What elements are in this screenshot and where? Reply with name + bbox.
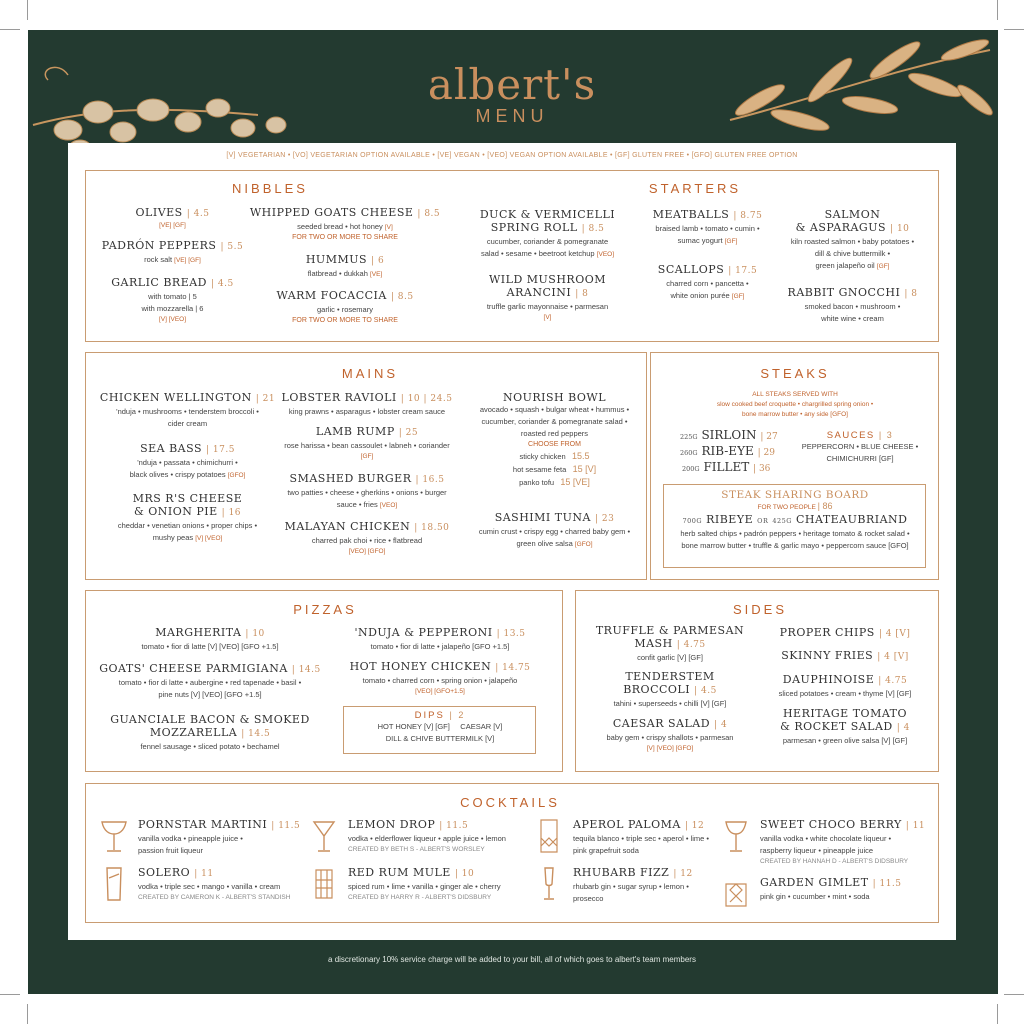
- crop-mark: [27, 1004, 28, 1024]
- brand-logo: albert's: [427, 60, 597, 109]
- menu-item: 'NDUJA & PEPPERONI | 13.5 tomato • fior di latte • jalapeño [GFO +1.5]: [354, 626, 526, 651]
- dips: DIPS | 2 HOT HONEY [V] [GF] CAESAR [V] DILL & CHIVE BUTTERMILK [V]: [377, 710, 503, 743]
- menu-item: SALMON & ASPARAGUS | 10 kiln roasted salmon • baby potatoes • dill & chive buttermilk • green jalapeño oil [GF]: [790, 208, 915, 270]
- steaks-intro: ALL STEAKS SERVED WITH slow cooked beef croquette • chargrilled spring onion • bone marrow butter • any side [GFO]: [716, 391, 874, 418]
- menu-item: NOURISH BOWL avocado • squash • bulgar wheat • hummus • cucumber, coriander & pomegranate salad • roasted red peppers CHOOSE FROM sticky chicken 15.5 hot sesame feta 15 [V] panko tofu 15 [VE]: [479, 391, 630, 487]
- menu-item: LAMB RUMP | 25 rose harissa • bean cassoulet • labneh • coriander [GF]: [284, 425, 450, 460]
- menu-item: HOT HONEY CHICKEN | 14.75 tomato • charred corn • spring onion • jalapeño [VEO] [GFO+1.5]: [349, 660, 531, 695]
- crop-mark: [0, 994, 20, 995]
- steaks-title: STEAKS: [760, 366, 830, 381]
- menu-item: CHICKEN WELLINGTON | 21 'nduja • mushrooms • tenderstem broccoli • cider cream: [99, 391, 276, 428]
- menu-item: WHIPPED GOATS CHEESE | 8.5 seeded bread • hot honey [V] FOR TWO OR MORE TO SHARE: [249, 206, 441, 241]
- menu-item: PADRÓN PEPPERS | 5.5 rock salt [VE] [GF]: [101, 239, 244, 264]
- sauces: SAUCES | 3 PEPPERCORN • BLUE CHEESE • CHIMICHURRI [GF]: [801, 430, 919, 463]
- menu-item: HERITAGE TOMATO & ROCKET SALAD | 4 parmesan • green olive salsa [V] [GF]: [780, 707, 910, 745]
- menu-item: WARM FOCACCIA | 8.5 garlic • rosemary FOR TWO OR MORE TO SHARE: [276, 289, 414, 324]
- crop-mark: [1004, 994, 1024, 995]
- starters-title: STARTERS: [648, 181, 742, 196]
- cocktail-item: RHUBARB FIZZ | 12 rhubarb gin • sugar syrup • lemon • prosecco: [535, 866, 735, 912]
- pizzas-title: PIZZAS: [293, 602, 357, 617]
- cocktail-item: GARDEN GIMLET | 11.5 pink gin • cucumber • mint • soda: [722, 876, 936, 912]
- crop-mark: [997, 0, 998, 20]
- cocktail-item: LEMON DROP | 11.5 vodka • elderflower liqueur • apple juice • lemon CREATED BY BETH S - ALBERT'S WORSLEY: [310, 818, 530, 864]
- flute-glass-icon: [535, 866, 563, 902]
- cocktail-item: SOLERO | 11 vodka • triple sec • mango • vanilla • cream CREATED BY CAMERON K - ALBERT'S STANDISH: [100, 866, 310, 912]
- rocks-glass-icon: [722, 876, 750, 912]
- sides-title: SIDES: [732, 602, 787, 617]
- menu-item: DAUPHINOISE | 4.75 sliced potatoes • cream • thyme [V] [GF]: [778, 673, 912, 698]
- nibbles-title: NIBBLES: [232, 181, 308, 196]
- tumbler-glass-icon: [535, 818, 563, 854]
- dietary-legend: [V] VEGETARIAN • [VO] VEGETARIAN OPTION AVAILABLE • [VE] VEGAN • [VEO] VEGAN OPTION AVAILABLE • [GF] GLUTEN FREE • [GFO] GLUTEN FREE OPTION: [226, 152, 798, 159]
- steak-cut: 260G RIB-EYE | 29: [680, 444, 775, 458]
- menu-item: PROPER CHIPS | 4 [V]: [779, 626, 911, 639]
- menu-item: SEA BASS | 17.5 'nduja • passata • chimichurri • black olives • crispy potatoes [GFO]: [129, 442, 246, 479]
- cocktails-title: COCKTAILS: [460, 795, 560, 810]
- menu-item: GUANCIALE BACON & SMOKED MOZZARELLA | 14.5 fennel sausage • sliced potato • bechamel: [110, 713, 310, 751]
- menu-item: WILD MUSHROOM ARANCINI | 8 truffle garlic mayonnaise • parmesan [V]: [486, 273, 609, 321]
- menu-item: SCALLOPS | 17.5 charred corn • pancetta • white onion purée [GF]: [657, 263, 758, 300]
- menu-item: MEATBALLS | 8.75 braised lamb • tomato • cumin • sumac yogurt [GF]: [652, 208, 763, 245]
- menu-item: MALAYAN CHICKEN | 18.50 charred pak choi • rice • flatbread [VEO] [GFO]: [284, 520, 450, 555]
- menu-item: DUCK & VERMICELLI SPRING ROLL | 8.5 cucumber, coriander & pomegranate salad • sesame • beetroot ketchup [VEO]: [479, 208, 616, 258]
- menu-item: CAESAR SALAD | 4 baby gem • crispy shallots • parmesan [V] [VEO] [GFO]: [606, 717, 734, 752]
- menu-item: SKINNY FRIES | 4 [V]: [781, 649, 909, 662]
- menu-item: LOBSTER RAVIOLI | 10 | 24.5 king prawns • asparagus • lobster cream sauce: [281, 391, 453, 416]
- menu-item: OLIVES | 4.5 [VE] [GF]: [135, 206, 210, 229]
- service-charge-note: a discretionary 10% service charge will be added to your bill, all of which goes to albert's team members: [328, 955, 696, 964]
- menu-item: SASHIMI TUNA | 23 cumin crust • crispy egg • charred baby gem • green olive salsa [GFO]: [478, 511, 631, 548]
- menu-item: GARLIC BREAD | 4.5 with tomato | 5 with mozzarella | 6 [V] [VEO]: [111, 276, 234, 323]
- crop-mark: [1004, 29, 1024, 30]
- cocktail-item: RED RUM MULE | 10 spiced rum • lime • vanilla • ginger ale • cherry CREATED BY HARRY R - ALBERT'S DIDSBURY: [310, 866, 530, 912]
- coupe-glass-icon: [722, 818, 750, 854]
- coupe-glass-icon: [100, 818, 128, 854]
- menu-item: HUMMUS | 6 flatbread • dukkah [VE]: [305, 253, 385, 278]
- mains-title: MAINS: [341, 366, 399, 381]
- menu-item: TENDERSTEM BROCCOLI | 4.5 tahini • superseeds • chilli [V] [GF]: [613, 670, 727, 708]
- mule-glass-icon: [310, 866, 338, 902]
- menu-item: RABBIT GNOCCHI | 8 smoked bacon • mushroom • white wine • cream: [787, 286, 918, 323]
- menu-item: MARGHERITA | 10 tomato • fior di latte [V] [VEO] [GFO +1.5]: [141, 626, 279, 651]
- cocktail-item: SWEET CHOCO BERRY | 11 vanilla vodka • white chocolate liqueur • raspberry liqueur • pineapple juice CREATED BY HANNAH D - ALBERT'S DIDSBURY: [722, 818, 936, 864]
- crop-mark: [997, 1004, 998, 1024]
- steak-sharing-board: STEAK SHARING BOARD FOR TWO PEOPLE | 86 700G RIBEYE OR 425G CHATEAUBRIAND herb salted chips • padrón peppers • heritage tomato & rocket salad • bone marrow butter • truffle & garlic mayo • peppercorn sauce [GFO]: [680, 489, 910, 550]
- menu-item: GOATS' CHEESE PARMIGIANA | 14.5 tomato • fior di latte • aubergine • red tapenade • basil • pine nuts [V] [VEO] [GFO +1.5]: [99, 662, 321, 699]
- menu-item: SMASHED BURGER | 16.5 two patties • cheese • gherkins • onions • burger sauce • fries [VEO]: [287, 472, 447, 509]
- menu-subtitle: MENU: [475, 106, 549, 126]
- menu-item: MRS R'S CHEESE & ONION PIE | 16 cheddar • venetian onions • proper chips • mushy peas [V] [VEO]: [117, 492, 258, 542]
- crop-mark: [27, 0, 28, 20]
- steak-cut: 200G FILLET | 36: [682, 460, 771, 474]
- steak-cut: 225G SIRLOIN | 27: [680, 428, 778, 442]
- highball-glass-icon: [100, 866, 128, 902]
- martini-glass-icon: [310, 818, 338, 854]
- crop-mark: [0, 29, 20, 30]
- cocktail-item: APEROL PALOMA | 12 tequila blanco • triple sec • aperol • lime • pink grapefruit soda: [535, 818, 735, 864]
- cocktail-item: PORNSTAR MARTINI | 11.5 vanilla vodka • pineapple juice • passion fruit liqueur: [100, 818, 310, 864]
- menu-item: TRUFFLE & PARMESAN MASH | 4.75 confit garlic [V] [GF]: [595, 624, 745, 662]
